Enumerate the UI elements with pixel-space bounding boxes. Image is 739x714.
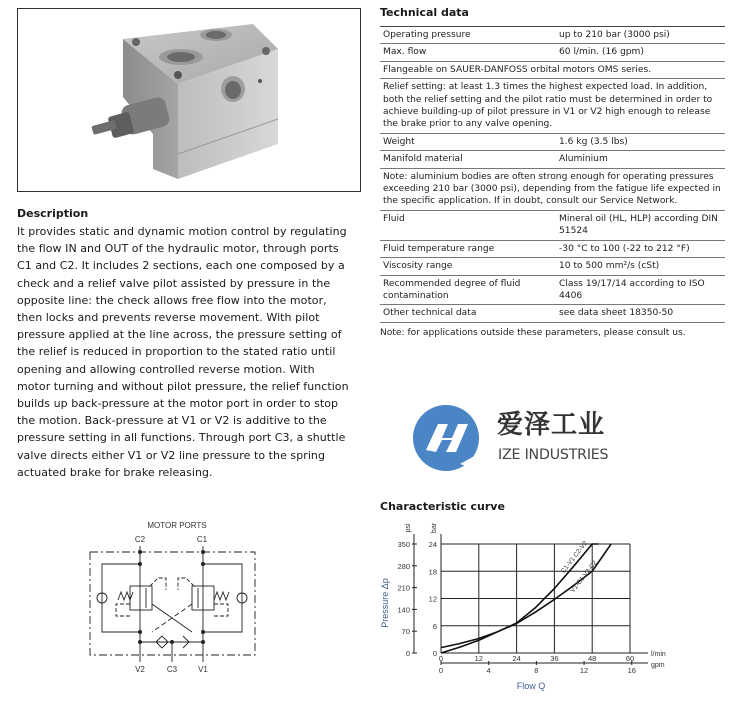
product-photo [17,8,361,192]
technical-data-section [380,6,725,339]
y-tick-label: 6 [432,621,437,631]
x2-tick-label: 12 [579,666,589,675]
description-line: valve directs either V1 or V2 line pressure to the spring [17,448,325,462]
technical-data-table [380,26,725,323]
hydraulic-schematic [82,516,282,676]
y-tick-label: 0 [432,649,437,658]
spec-value: up to 210 bar (3000 psi) [556,27,725,44]
table-row [380,151,725,168]
y2-tick-label: 280 [397,561,410,571]
valve-block-image [18,9,360,191]
description-line: the flow IN and OUT of the hydraulic motor, through ports [17,242,339,256]
x-tick-label: 12 [474,654,483,663]
chart-series [441,540,611,653]
y-tick-label: 12 [428,594,437,604]
table-row [380,210,725,240]
table-row [380,168,725,210]
spec-key: Recommended degree of fluid contamination [380,275,556,305]
spec-full-row: Flangeable on SAUER-DANFOSS orbital motors OMS series. [380,61,725,78]
description-line: It provides static and dynamic motion control by regulating [17,225,347,238]
spec-key: Weight [380,133,556,150]
ize-logo-icon [412,402,484,474]
x-tick-label: 36 [550,654,559,663]
x2-tick-label: 8 [534,666,539,675]
spec-value: see data sheet 18350-50 [556,305,725,322]
description-line: the relief is reduced in proportion to the stated ratio until [17,345,336,359]
port-label-v2: V2 [135,665,145,674]
applications-note: Note: for applications outside these parameters, please consult us. [380,327,686,338]
table-row [380,258,725,275]
chart-title: Characteristic curve [380,500,505,513]
table-row [380,27,725,44]
spec-value: Aluminium [556,151,725,168]
spec-value: 60 l/min. (16 gpm) [556,44,725,61]
y-unit-label: bar [431,522,438,534]
x-tick-label: 60 [625,654,635,663]
spec-value: 10 to 500 mm²/s (cSt) [556,258,725,275]
description-line: C1 and C2. It includes 2 sections, each one composed by a [17,259,345,273]
x2-tick-label: 4 [486,666,491,675]
schematic-lines [90,546,255,662]
spec-key: Fluid [380,210,556,240]
y2-tick-label: 70 [401,627,410,637]
spec-value: -30 °C to 100 (-22 to 212 °F) [556,240,725,257]
description-line: opening and allowing controlled reverse motion. With [17,362,315,376]
description-line: opposite line: the check allows free flow into the motor, [17,293,327,307]
chart-grid [441,544,630,653]
table-row [380,240,725,257]
description-text [17,223,367,481]
spec-key: Viscosity range [380,258,556,275]
logo-chinese-text: 爱泽工业 [497,410,606,440]
series-label: C1-V1 C2-V2 [559,539,590,575]
y2-tick-label: 0 [405,649,410,658]
series-label: V1-C1 V2-C2 [569,559,599,595]
y2-tick-label: 140 [397,605,410,615]
y2-unit-label: psi [405,523,412,533]
x-axis-label: Flow Q [516,681,546,691]
description-line: then locks and prevents reverse movement. With pilot [17,311,320,325]
description-heading: Description [17,207,89,220]
technical-data-heading: Technical data [380,6,469,19]
x2-tick-label: 16 [627,666,636,675]
x2-unit-label: gpm [651,662,665,669]
description-line: actuated brake for brake releasing. [17,465,213,479]
spec-full-row: Note: aluminium bodies are often strong enough for operating pressures exceeding 210 bar (3000 psi), depending from the fatigue life expected in the specific application. If in doubt, consult our Service Network. [380,168,725,210]
description-line: builds up back-pressure at the motor port in order to stop [17,397,339,411]
spec-key: Max. flow [380,44,556,61]
description-line: motor turning and without pilot pressure, the relief function [17,379,349,393]
spec-key: Operating pressure [380,27,556,44]
spec-key: Manifold material [380,151,556,168]
description-line: pressure setting in all functions. Through port C3, a shuttle [17,431,346,445]
table-row [380,44,725,61]
port-label-c2: C2 [134,535,146,544]
spec-key: Fluid temperature range [380,240,556,257]
spec-full-row: Relief setting: at least 1.3 times the highest expected load. In addition, both the relief setting and the pilot ratio must be determined in order to achieve building-up of pilot pressure in V1 or V2 high enough to release the brake prior to any valve opening. [380,79,725,134]
ize-industries-logo [412,402,642,474]
schematic-title: MOTOR PORTS [147,521,207,530]
y2-tick-label: 350 [397,540,410,549]
y-tick-label: 24 [428,540,437,549]
table-row [380,61,725,78]
port-label-v1: V1 [198,665,208,674]
table-row [380,275,725,305]
table-row [380,305,725,322]
description-section [17,207,367,481]
port-label-c1: C1 [196,535,208,544]
spec-value: Mineral oil (HL, HLP) according DIN 51524 [556,210,725,240]
y2-tick-label: 210 [397,583,410,593]
table-row [380,133,725,150]
table-row [380,79,725,134]
description-line: check and a relief valve pilot assisted by pressure in the [17,276,331,290]
characteristic-curve-chart [376,518,676,698]
y-axis-label: Pressure Δp [380,578,390,628]
x-tick-label: 24 [512,654,521,663]
x-unit-label: l/min [651,651,666,658]
description-line: pressure applied at the line across, the pressure setting of [17,328,342,342]
x2-tick-label: 0 [438,666,444,675]
description-line: the motion. Back-pressure at V1 or V2 is additive to the [17,414,327,428]
logo-english-text: IZE INDUSTRIES [498,447,609,463]
x-tick-label: 0 [438,654,444,663]
spec-value: 1.6 kg (3.5 lbs) [556,133,725,150]
spec-key: Other technical data [380,305,556,322]
series-line [441,544,611,648]
schematic-junctions [138,550,205,644]
port-label-c3: C3 [166,665,178,674]
x-tick-label: 48 [588,654,597,663]
y-tick-label: 18 [428,567,437,577]
spec-value: Class 19/17/14 according to ISO 4406 [556,275,725,305]
